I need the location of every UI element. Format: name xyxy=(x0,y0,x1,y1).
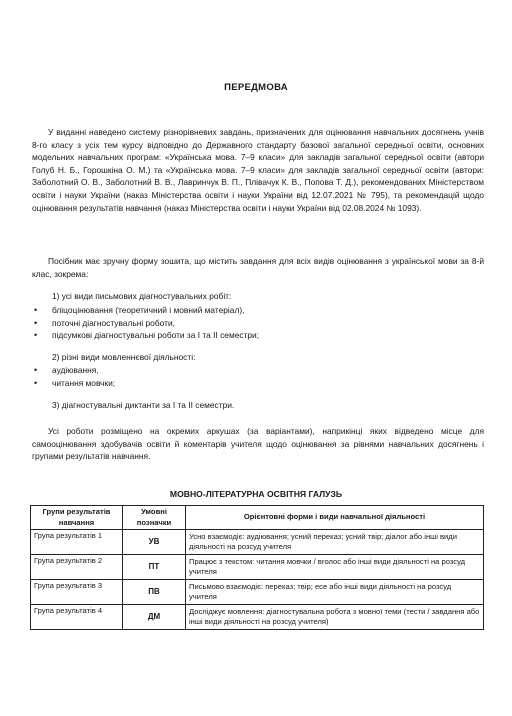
list-item: • поточні діагностувальні роботи, xyxy=(32,317,259,330)
header-code: Умовні позначки xyxy=(123,506,186,530)
page-title: ПЕРЕДМОВА xyxy=(224,82,288,93)
header-group: Групи результатів навчання xyxy=(31,506,123,530)
cell-forms: Працює з текстом: читання мовчки / вголос або інші види діяльності на розсуд учителя xyxy=(186,555,484,580)
list-item: • підсумкові діагностувальні роботи за І та ІІ семестри; xyxy=(32,329,259,342)
list-item-2: 2) різні види мовленнєвої діяльності: xyxy=(52,352,196,362)
cell-code: ДМ xyxy=(123,605,186,630)
cell-group: Група результатів 4 xyxy=(31,605,123,630)
results-table xyxy=(30,505,484,630)
cell-group: Група результатів 3 xyxy=(31,580,123,605)
list-item-3: 3) діагностувальні диктанти за І та ІІ семестри. xyxy=(52,400,235,410)
cell-forms: Досліджує мовлення: діагностувальна робота з мовної теми (тести / завдання або інші види діяльності на розсуд учителя) xyxy=(186,605,484,630)
list-item-1: 1) усі види письмових діагностувальних робіт: xyxy=(52,291,232,301)
list-item: • бліцоцінювання (теоретичний і мовний матеріал), xyxy=(32,304,259,317)
cell-forms: Письмово взаємодіє: переказ; твір; есе або інші види діяльності на розсуд учителя xyxy=(186,580,484,605)
cell-group: Група результатів 2 xyxy=(31,555,123,580)
cell-forms: Усно взаємодіє: аудіювання; усний переказ; усний твір; діалог або інші види діяльності на розсуд учителя xyxy=(186,530,484,555)
cell-code: ПТ xyxy=(123,555,186,580)
cell-group: Група результатів 1 xyxy=(31,530,123,555)
third-paragraph: Усі роботи розміщено на окремих аркушах (за варіантами), наприкінці яких відведено місце для самооцінювання здобувачів освіти й коментарів учителя щодо оцінювання за рівнями навчальних досягнень і групами результатів навчання. xyxy=(32,426,484,462)
table-row xyxy=(31,580,484,605)
bullet-list-1 xyxy=(32,304,259,342)
intro-paragraph: У виданні наведено систему різнорівневих завдань, призначених для оцінювання навчальних досягнень учнів 8-го класу з усіх тем курсу відповідно до Державного стандарту базової загальної середньої освіти, основних модельних навчальних програм: «Українська мова. 7–9 класи» для закладів загальної середньої освіти (автори Голуб Н. Б., Горошкіна О. М.) та «Українська мова. 7–9 класи» для закладів загальної середньої освіти (автори: Заболотний О. В., Заболотний В. В., Лавринчук В. П., Плівачук К. В., Попова Т. Д.), рекомендованих Міністерством освіти і науки України (наказ Міністерства освіти і науки України від 12.07.2021 № 795), та рекомендацій щодо оцінювання результатів навчання (наказ Міністерства освіти і науки України від 02.08.2024 № 1093). xyxy=(32,127,484,213)
table-row xyxy=(31,530,484,555)
cell-code: ПВ xyxy=(123,580,186,605)
table-title: МОВНО-ЛІТЕРАТУРНА ОСВІТНЯ ГАЛУЗЬ xyxy=(169,489,343,499)
cell-code: УВ xyxy=(123,530,186,555)
table-row xyxy=(31,605,484,630)
header-forms: Орієнтовні форми і види навчальної діяльності xyxy=(186,506,484,530)
second-paragraph: Посібник має зручну форму зошита, що містить завдання для всіх видів оцінювання з української мови за 8-й клас, зокрема: xyxy=(32,256,484,279)
table-header-row xyxy=(31,506,484,530)
list-item: • читання мовчки; xyxy=(32,377,115,390)
list-item: • аудіювання, xyxy=(32,364,115,377)
bullet-list-2 xyxy=(32,364,115,389)
table-row xyxy=(31,555,484,580)
